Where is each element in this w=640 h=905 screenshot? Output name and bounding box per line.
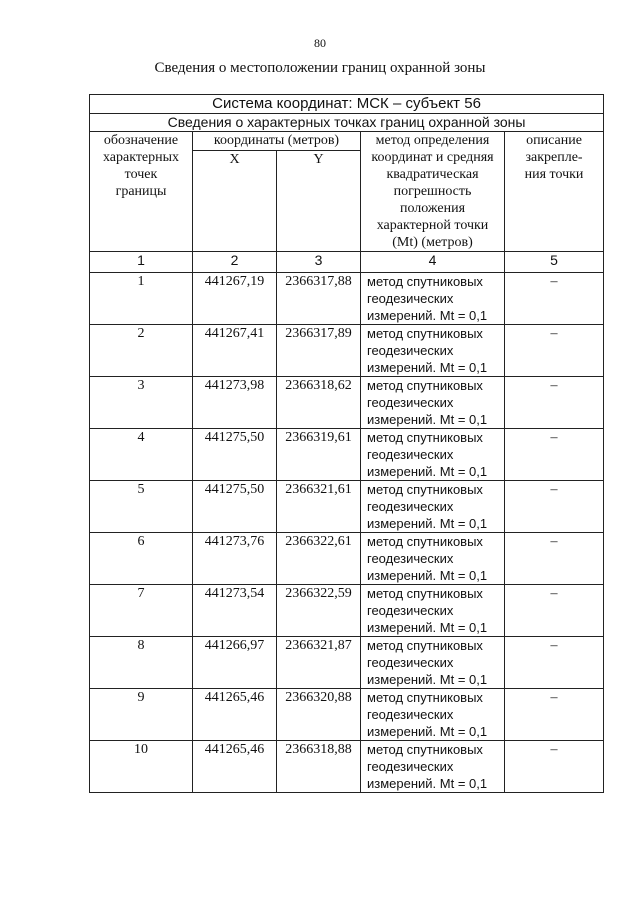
method-line: измерений. Mt = 0,1 (367, 464, 488, 479)
y-coordinate-cell: 2366321,87 (277, 637, 361, 689)
header-point-designation-line: точек (124, 167, 158, 182)
method-line: измерений. Mt = 0,1 (367, 724, 488, 739)
method-cell (361, 637, 505, 689)
description-cell: – (505, 273, 604, 325)
method-line: измерений. Mt = 0,1 (367, 412, 488, 427)
header-method-line: координат и средняя (371, 150, 494, 165)
header-method-line: положения (399, 201, 466, 216)
x-coordinate-cell: 441273,98 (193, 377, 277, 429)
header-description (505, 132, 604, 252)
method-line: измерений. Mt = 0,1 (367, 360, 488, 375)
header-point-designation (90, 132, 193, 252)
table-subtitle-cell: Сведения о характерных точках границ охранной зоны (90, 114, 604, 132)
header-description-line: ния точки (524, 167, 584, 182)
table-row (90, 689, 604, 741)
y-coordinate-cell: 2366318,88 (277, 741, 361, 793)
table-row (90, 273, 604, 325)
point-number-cell: 10 (90, 741, 193, 793)
header-row-1 (90, 132, 604, 151)
method-line: метод спутниковых (367, 534, 483, 549)
coordinate-system-row (90, 95, 604, 114)
method-line: метод спутниковых (367, 430, 483, 445)
header-y: Y (277, 150, 361, 251)
header-method-line: (Mt) (метров) (392, 235, 473, 250)
table-row (90, 637, 604, 689)
y-coordinate-cell: 2366322,59 (277, 585, 361, 637)
method-line: метод спутниковых (367, 638, 483, 653)
table-row (90, 533, 604, 585)
x-coordinate-cell: 441267,19 (193, 273, 277, 325)
method-line: геодезических (367, 707, 454, 722)
header-point-designation-line: границы (115, 184, 167, 199)
coordinate-system-cell: Система координат: МСК – субъект 56 (90, 95, 604, 114)
header-description-line: описание (526, 133, 582, 148)
document-title: Сведения о местоположении границ охранной зоны (154, 60, 486, 76)
header-method-line: квадратическая (386, 167, 479, 182)
method-line: метод спутниковых (367, 378, 483, 393)
table-row (90, 377, 604, 429)
header-description-line: закрепле- (525, 150, 583, 165)
description-cell: – (505, 533, 604, 585)
method-line: измерений. Mt = 0,1 (367, 308, 488, 323)
y-coordinate-cell: 2366318,62 (277, 377, 361, 429)
point-number-cell: 1 (90, 273, 193, 325)
method-cell (361, 533, 505, 585)
method-cell (361, 585, 505, 637)
x-coordinate-cell: 441273,76 (193, 533, 277, 585)
method-line: метод спутниковых (367, 690, 483, 705)
method-line: геодезических (367, 395, 454, 410)
point-number-cell: 9 (90, 689, 193, 741)
header-coordinates: координаты (метров) (193, 132, 361, 151)
description-cell: – (505, 637, 604, 689)
x-coordinate-cell: 441267,41 (193, 325, 277, 377)
method-line: геодезических (367, 499, 454, 514)
method-cell (361, 689, 505, 741)
column-number: 4 (361, 252, 505, 273)
point-number-cell: 6 (90, 533, 193, 585)
point-number-cell: 8 (90, 637, 193, 689)
description-cell: – (505, 481, 604, 533)
point-number-cell: 2 (90, 325, 193, 377)
x-coordinate-cell: 441273,54 (193, 585, 277, 637)
method-cell (361, 273, 505, 325)
method-line: геодезических (367, 447, 454, 462)
description-cell: – (505, 429, 604, 481)
column-numbers-row (90, 252, 604, 273)
description-cell: – (505, 741, 604, 793)
method-cell (361, 377, 505, 429)
table-row (90, 585, 604, 637)
column-number: 3 (277, 252, 361, 273)
page-number: 80 (314, 36, 326, 50)
description-cell: – (505, 689, 604, 741)
method-cell (361, 741, 505, 793)
method-line: метод спутниковых (367, 742, 483, 757)
table-subtitle-row (90, 114, 604, 132)
boundary-points-table (89, 94, 604, 793)
y-coordinate-cell: 2366317,89 (277, 325, 361, 377)
description-cell: – (505, 377, 604, 429)
x-coordinate-cell: 441275,50 (193, 481, 277, 533)
method-line: геодезических (367, 343, 454, 358)
method-line: метод спутниковых (367, 326, 483, 341)
column-number: 1 (90, 252, 193, 273)
method-line: метод спутниковых (367, 274, 483, 289)
method-line: геодезических (367, 603, 454, 618)
header-x: X (193, 150, 277, 251)
y-coordinate-cell: 2366319,61 (277, 429, 361, 481)
table-row (90, 429, 604, 481)
method-cell (361, 481, 505, 533)
table-row (90, 481, 604, 533)
column-number: 2 (193, 252, 277, 273)
x-coordinate-cell: 441265,46 (193, 689, 277, 741)
point-number-cell: 3 (90, 377, 193, 429)
header-point-designation-line: характерных (102, 150, 180, 165)
header-method-line: характерной точки (376, 218, 489, 233)
method-line: геодезических (367, 291, 454, 306)
method-cell (361, 429, 505, 481)
column-number: 5 (505, 252, 604, 273)
table-row (90, 325, 604, 377)
method-cell (361, 325, 505, 377)
method-line: метод спутниковых (367, 482, 483, 497)
x-coordinate-cell: 441275,50 (193, 429, 277, 481)
y-coordinate-cell: 2366322,61 (277, 533, 361, 585)
header-point-designation-line: обозначение (103, 133, 179, 148)
method-line: геодезических (367, 551, 454, 566)
header-method (361, 132, 505, 252)
table-row (90, 741, 604, 793)
point-number-cell: 5 (90, 481, 193, 533)
point-number-cell: 7 (90, 585, 193, 637)
description-cell: – (505, 325, 604, 377)
method-line: измерений. Mt = 0,1 (367, 516, 488, 531)
y-coordinate-cell: 2366321,61 (277, 481, 361, 533)
method-line: измерений. Mt = 0,1 (367, 620, 488, 635)
point-number-cell: 4 (90, 429, 193, 481)
method-line: геодезических (367, 655, 454, 670)
y-coordinate-cell: 2366317,88 (277, 273, 361, 325)
method-line: измерений. Mt = 0,1 (367, 568, 488, 583)
y-coordinate-cell: 2366320,88 (277, 689, 361, 741)
x-coordinate-cell: 441265,46 (193, 741, 277, 793)
header-method-line: метод определения (375, 133, 490, 148)
method-line: измерений. Mt = 0,1 (367, 776, 488, 791)
method-line: измерений. Mt = 0,1 (367, 672, 488, 687)
method-line: метод спутниковых (367, 586, 483, 601)
x-coordinate-cell: 441266,97 (193, 637, 277, 689)
description-cell: – (505, 585, 604, 637)
header-method-line: погрешность (393, 184, 472, 199)
method-line: геодезических (367, 759, 454, 774)
